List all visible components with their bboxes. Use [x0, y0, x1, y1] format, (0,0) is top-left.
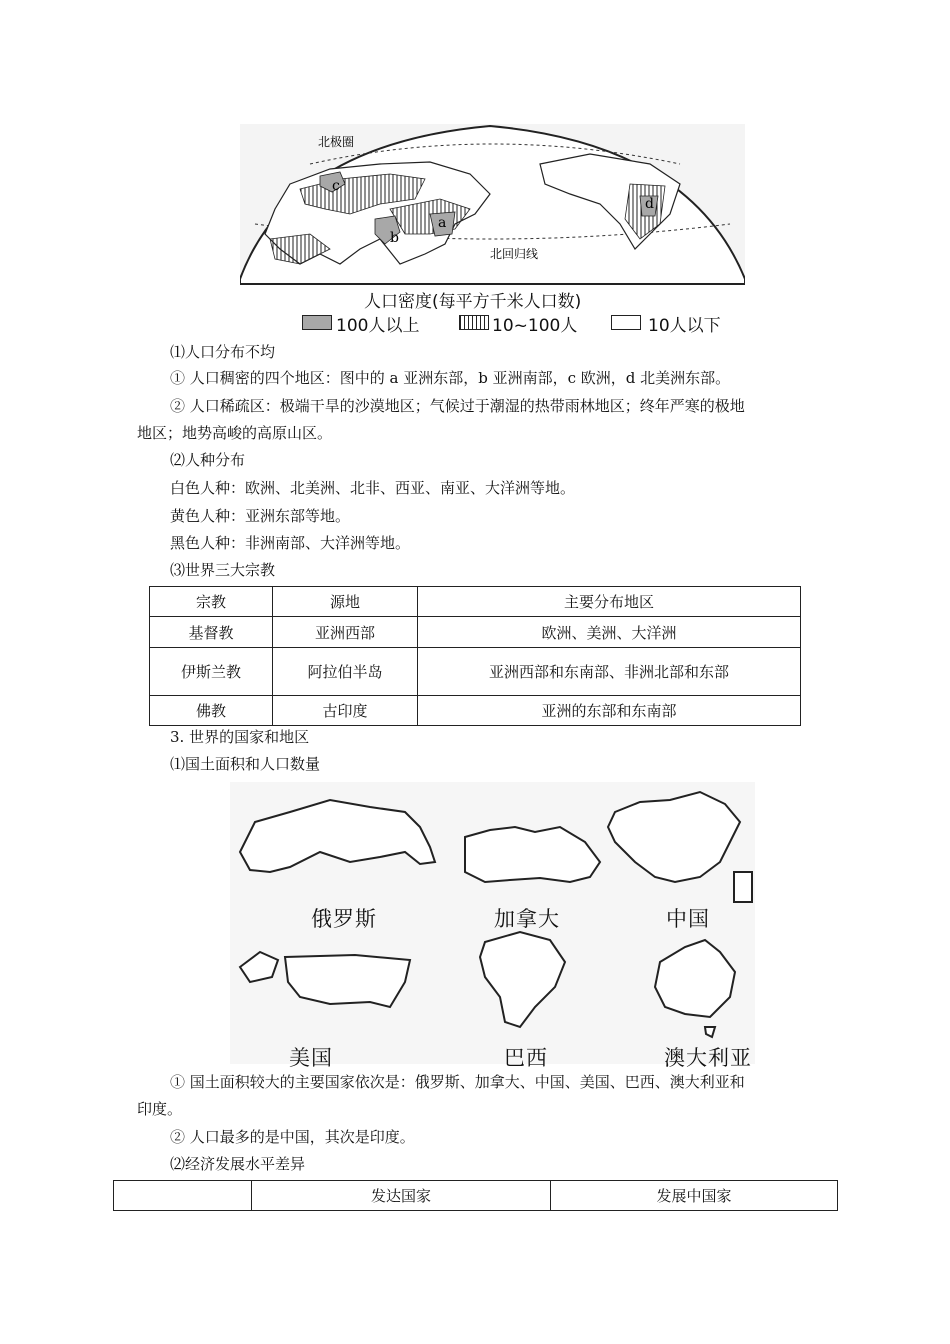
legend-label-dense: 100人以上 [336, 316, 420, 336]
canada-outline [465, 827, 600, 882]
legend-label-sparse: 10人以下 [648, 316, 721, 336]
table-cell: 佛教 [150, 696, 273, 726]
region-label-a: a [438, 215, 447, 231]
table-header [114, 1181, 252, 1211]
region-label-d: d [645, 196, 654, 212]
section-heading-races: ⑵人种分布 [170, 451, 246, 469]
country-label-brazil: 巴西 [504, 1046, 548, 1070]
black-race-text: 黑色人种：非洲南部、大洋洲等地。 [170, 534, 411, 552]
table-cell: 亚洲的东部和东南部 [418, 696, 801, 726]
legend-label-medium: 10~100人 [492, 316, 578, 336]
table-row [150, 696, 801, 726]
table-cell: 古印度 [273, 696, 418, 726]
table-header: 源地 [273, 587, 418, 617]
population-ranking-text: ② 人口最多的是中国，其次是印度。 [170, 1128, 415, 1146]
subheading-area-population: ⑴国土面积和人口数量 [170, 755, 321, 773]
section-heading-distribution: ⑴人口分布不均 [170, 343, 276, 361]
table-row [150, 617, 801, 648]
subheading-economy: ⑵经济发展水平差异 [170, 1155, 306, 1173]
table-cell: 伊斯兰教 [150, 648, 273, 696]
table-cell: 阿拉伯半岛 [273, 648, 418, 696]
russia-outline [240, 800, 435, 872]
country-label-china: 中国 [666, 907, 710, 931]
table-header: 发达国家 [252, 1181, 551, 1211]
area-ranking-text-2: 印度。 [137, 1100, 183, 1118]
dense-areas-text: ① 人口稠密的四个地区：图中的 a 亚洲东部，b 亚洲南部，c 欧洲，d 北美洲东部。 [170, 369, 731, 387]
section-heading-countries: 3. 世界的国家和地区 [170, 728, 310, 746]
region-label-c: c [332, 178, 340, 194]
alaska-outline [240, 952, 278, 982]
australia-outline [655, 940, 735, 1017]
usa-outline [285, 955, 410, 1007]
table-cell: 欧洲、美洲、大洋洲 [418, 617, 801, 648]
table-header: 发展中国家 [551, 1181, 838, 1211]
country-label-canada: 加拿大 [494, 907, 560, 931]
country-label-australia: 澳大利亚 [664, 1046, 752, 1070]
legend-swatch-medium [459, 315, 489, 330]
country-label-russia: 俄罗斯 [311, 907, 377, 931]
legend-swatch-dense [302, 315, 332, 330]
table-cell: 基督教 [150, 617, 273, 648]
tropic-label: 北回归线 [490, 247, 539, 261]
economy-table [113, 1180, 838, 1211]
brazil-outline [480, 932, 565, 1027]
yellow-race-text: 黄色人种：亚洲东部等地。 [170, 507, 351, 525]
legend-swatch-sparse [611, 315, 641, 330]
area-ranking-text-1: ① 国土面积较大的主要国家依次是：俄罗斯、加拿大、中国、美国、巴西、澳大利亚和 [170, 1073, 745, 1091]
sparse-areas-text-2: 地区；地势高峻的高原山区。 [137, 424, 333, 442]
section-heading-religions: ⑶世界三大宗教 [170, 561, 276, 579]
china-outline [608, 792, 740, 882]
tasmania-outline [705, 1027, 715, 1037]
legend-title: 人口密度(每平方千米人口数) [364, 292, 582, 312]
table-row [150, 648, 801, 696]
table-header: 主要分布地区 [418, 587, 801, 617]
white-race-text: 白色人种：欧洲、北美洲、北非、西亚、南亚、大洋洲等地。 [170, 479, 576, 497]
table-header: 宗教 [150, 587, 273, 617]
country-label-usa: 美国 [289, 1046, 333, 1070]
religion-table [149, 586, 801, 726]
sparse-areas-text-1: ② 人口稀疏区：极端干旱的沙漠地区；气候过于潮湿的热带雨林地区；终年严寒的极地 [170, 397, 745, 415]
table-cell: 亚洲西部和东南部、非洲北部和东部 [418, 648, 801, 696]
table-cell: 亚洲西部 [273, 617, 418, 648]
arctic-circle-label: 北极圈 [318, 135, 355, 149]
region-label-b: b [390, 230, 399, 246]
south-china-sea-inset [734, 872, 752, 902]
